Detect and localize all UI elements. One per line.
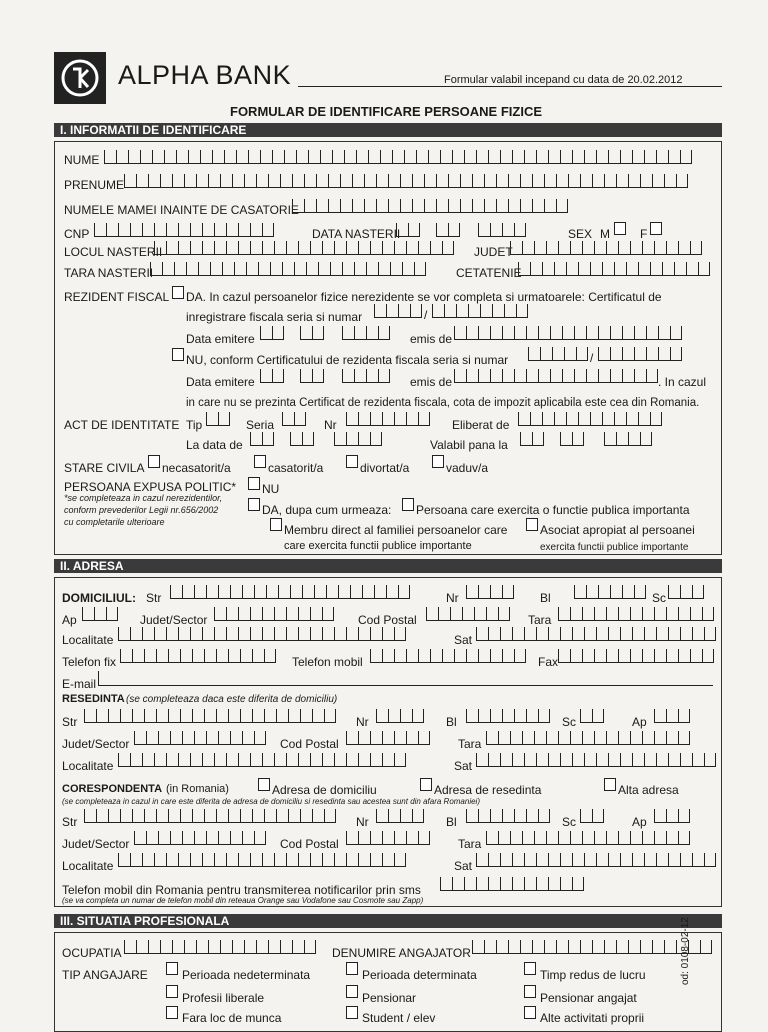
dom-tara-label: Tara [528, 613, 552, 627]
cor-cod-field[interactable] [346, 831, 430, 845]
adr-res-label: Adresa de resedinta [434, 783, 542, 797]
sex-f-label: F [640, 227, 648, 241]
res-sc-label: Sc [562, 715, 577, 729]
res-str-label: Str [62, 715, 78, 729]
emis-de-label: emis de [410, 332, 453, 346]
la-data-label: La data de [186, 438, 243, 452]
dom-nr-field[interactable] [466, 585, 514, 599]
emitere-2-day[interactable] [260, 369, 284, 383]
pep-note-2: conform prevederilor Legii nr.656/2002 [64, 505, 219, 515]
fax-field[interactable] [558, 649, 714, 663]
dom-localitate-field[interactable] [118, 627, 406, 641]
data-emitere-label: Data emitere [186, 332, 255, 346]
valabil-month[interactable] [560, 432, 584, 446]
opt-nedeterminata-checkbox[interactable] [166, 962, 178, 975]
act-tip-label: Tip [186, 418, 203, 432]
cor-sc-field[interactable] [580, 809, 604, 823]
cor-sc-label: Sc [562, 815, 577, 829]
sms-note: (se va completa un numar de telefon mobil din reteaua Orange sau Vodafone sau Cosmote sau Zapp) [62, 896, 424, 905]
rezident-da-text: DA. In cazul persoanelor fizice nerezidente se vor completa si urmatoarele: Certificatul de [186, 290, 662, 304]
sms-field[interactable] [440, 877, 584, 891]
cor-judet-field[interactable] [134, 831, 266, 845]
data-nasterii-year[interactable] [478, 223, 526, 237]
cor-str-label: Str [62, 815, 78, 829]
res-judet-label: Judet/Sector [62, 737, 130, 751]
adr-res-checkbox[interactable] [420, 778, 432, 791]
divortat-checkbox[interactable] [346, 455, 358, 468]
slash: / [424, 308, 428, 322]
tel-mobil-label: Telefon mobil [292, 655, 363, 669]
email-label: E-mail [62, 677, 97, 691]
opt-profesii-label: Profesii liberale [182, 991, 265, 1005]
act-seria-label: Seria [246, 418, 275, 432]
dom-sat-label: Sat [454, 633, 473, 647]
coresp-label-2: (in Romania) [166, 783, 229, 795]
certificat-seria[interactable] [528, 347, 588, 361]
res-tara-label: Tara [458, 737, 482, 751]
opt-student-label: Student / elev [362, 1011, 436, 1025]
sex-m-label: M [600, 227, 610, 241]
inregistrare-label: inregistrare fiscala seria si numar [186, 310, 363, 324]
data-emitere-2-label: Data emitere [186, 375, 255, 389]
la-data-year[interactable] [334, 432, 382, 446]
stare-civila-label: STARE CIVILA [64, 461, 145, 475]
side-form-code: od: 0108-02-12 [680, 917, 691, 985]
res-localitate-label: Localitate [62, 759, 114, 773]
judet-label: JUDET [474, 245, 513, 259]
eliberat-field[interactable] [518, 412, 662, 426]
rezident-nu-checkbox[interactable] [172, 348, 184, 361]
cor-ap-label: Ap [632, 815, 647, 829]
valabil-year[interactable] [604, 432, 652, 446]
res-nr-label: Nr [356, 715, 369, 729]
dom-judet-field[interactable] [214, 607, 334, 621]
rezident-nu-text: NU, conform Certificatului de rezidenta fiscala seria si numar [186, 353, 509, 367]
cnp-field[interactable] [94, 223, 274, 237]
act-seria-field[interactable] [282, 412, 306, 426]
domiciliul-label: DOMICILIUL: [62, 591, 136, 605]
prenume-label: PRENUME [64, 178, 125, 192]
pep-label: PERSOANA EXPUSA POLITIC* [64, 480, 237, 494]
res-localitate-field[interactable] [118, 753, 406, 767]
cor-nr-field[interactable] [376, 809, 424, 823]
data-nasterii-day[interactable] [396, 223, 420, 237]
tel-fix-field[interactable] [120, 649, 276, 663]
dom-bl-label: Bl [540, 591, 551, 605]
cor-bl-label: Bl [446, 815, 457, 829]
alta-adresa-checkbox[interactable] [604, 778, 616, 791]
dom-nr-label: Nr [446, 591, 459, 605]
cor-cod-label: Cod Postal [280, 837, 339, 851]
cor-localitate-field[interactable] [118, 853, 406, 867]
asociat-checkbox[interactable] [526, 518, 538, 531]
res-nr-field[interactable] [376, 709, 424, 723]
mama-field[interactable] [292, 199, 568, 213]
bank-name: ALPHA BANK [118, 60, 292, 90]
locul-field[interactable] [154, 241, 454, 255]
section-1-header: I. INFORMATII DE IDENTIFICARE [54, 123, 722, 137]
opt-determinata-label: Perioada determinata [362, 968, 477, 982]
opt-student-checkbox[interactable] [346, 1006, 358, 1019]
act-tip-field[interactable] [206, 412, 230, 426]
act-nr-label: Nr [324, 418, 337, 432]
res-ap-label: Ap [632, 715, 647, 729]
dom-ap-field[interactable] [82, 607, 118, 621]
membru-label: Membru direct al familiei persoanelor care [284, 523, 508, 537]
cor-ap-field[interactable] [654, 809, 690, 823]
cor-bl-field[interactable] [466, 809, 550, 823]
membru-checkbox[interactable] [270, 518, 282, 531]
opt-determinata-checkbox[interactable] [346, 962, 358, 975]
sms-label: Telefon mobil din Romania pentru transmiterea notificarilor prin sms [62, 883, 421, 897]
necasatorit-checkbox[interactable] [148, 455, 160, 468]
dom-sc-field[interactable] [668, 585, 704, 599]
in-cazul-text: . In cazul [658, 375, 707, 389]
rezident-label: REZIDENT FISCAL [64, 290, 170, 304]
cor-tara-field[interactable] [486, 831, 690, 845]
dom-tara-field[interactable] [558, 607, 714, 621]
cota-text: in care nu se prezinta Certificat de rezidenta fiscala, cota de impozit aplicabila este cea din Romania. [186, 397, 700, 409]
emis-de-2-field[interactable] [454, 369, 658, 383]
emitere-2-year[interactable] [342, 369, 390, 383]
opt-fara-loc-label: Fara loc de munca [182, 1011, 282, 1025]
cor-sat-field[interactable] [476, 853, 716, 867]
ocupatia-field[interactable] [124, 940, 316, 954]
cnp-label: CNP [64, 227, 90, 241]
opt-fara-loc-checkbox[interactable] [166, 1006, 178, 1019]
dom-bl-field[interactable] [574, 585, 646, 599]
res-bl-label: Bl [446, 715, 457, 729]
emitere-1-day[interactable] [260, 326, 284, 340]
tara-label: TARA NASTERII [64, 266, 154, 280]
dom-localitate-label: Localitate [62, 633, 114, 647]
inregistrare-numar[interactable] [432, 304, 528, 318]
opt-timp-redus-checkbox[interactable] [524, 962, 536, 975]
opt-nedeterminata-label: Perioada nedeterminata [182, 968, 311, 982]
necasatorit-label: necasatorit/a [162, 461, 231, 475]
divortat-label: divortat/a [360, 461, 410, 475]
persoana-label: Persoana care exercita o functie publica importanta [416, 503, 690, 517]
nume-label: NUME [64, 153, 100, 167]
act-label: ACT DE IDENTITATE [64, 418, 180, 432]
pep-note-1: *se completeaza in cazul nerezidentilor, [64, 493, 223, 503]
res-tara-field[interactable] [486, 731, 690, 745]
dom-judet-label: Judet/Sector [140, 613, 208, 627]
la-data-day[interactable] [250, 432, 274, 446]
emitere-1-month[interactable] [300, 326, 324, 340]
vaduv-checkbox[interactable] [432, 455, 444, 468]
cetatenie-field[interactable] [518, 262, 710, 276]
emitere-1-year[interactable] [342, 326, 390, 340]
res-cod-label: Cod Postal [280, 737, 339, 751]
pep-da-label: DA, dupa cum urmeaza: [262, 503, 392, 517]
pep-nu-label: NU [262, 482, 280, 496]
cor-sat-label: Sat [454, 859, 473, 873]
dom-ap-label: Ap [62, 613, 77, 627]
res-cod-field[interactable] [346, 731, 430, 745]
emis-de-2-label: emis de [410, 375, 453, 389]
slash: / [590, 351, 594, 365]
certificat-numar[interactable] [598, 347, 682, 361]
adr-dom-checkbox[interactable] [258, 778, 270, 791]
nume-field[interactable] [104, 150, 692, 164]
pep-nu-checkbox[interactable] [248, 477, 260, 490]
opt-pensionar-checkbox[interactable] [346, 985, 358, 998]
res-judet-field[interactable] [134, 731, 266, 745]
res-sat-label: Sat [454, 759, 473, 773]
opt-profesii-checkbox[interactable] [166, 985, 178, 998]
dom-str-field[interactable] [170, 585, 410, 599]
opt-alte-checkbox[interactable] [524, 1006, 536, 1019]
mama-label: NUMELE MAMEI INAINTE DE CASATORIE [64, 203, 299, 217]
cetatenie-label: CETATENIE [456, 266, 522, 280]
act-nr-field[interactable] [346, 412, 430, 426]
opt-pensionar-angajat-checkbox[interactable] [524, 985, 536, 998]
resedinta-label: RESEDINTA [62, 693, 125, 705]
rezident-da-checkbox[interactable] [172, 286, 184, 299]
res-sc-field[interactable] [580, 709, 604, 723]
ocupatia-label: OCUPATIA [62, 946, 122, 960]
prenume-field[interactable] [124, 174, 688, 188]
angajator-field[interactable] [472, 940, 712, 954]
casatorit-checkbox[interactable] [254, 455, 266, 468]
opt-pensionar-angajat-label: Pensionar angajat [540, 991, 637, 1005]
sex-label: SEX [568, 227, 593, 241]
valid-note: Formular valabil incepand cu data de 20.02.2012 [444, 74, 683, 86]
opt-timp-redus-label: Timp redus de lucru [540, 968, 646, 982]
dom-sat-field[interactable] [476, 627, 716, 641]
section-2-header: II. ADRESA [54, 559, 722, 573]
cor-tara-label: Tara [458, 837, 482, 851]
cor-localitate-label: Localitate [62, 859, 114, 873]
asociat-label-2: exercita functii publice importante [540, 542, 689, 553]
data-nasterii-month[interactable] [436, 223, 460, 237]
res-bl-field[interactable] [466, 709, 550, 723]
resedinta-note: (se completeaza daca este diferita de domiciliu) [126, 694, 338, 705]
coresp-note: (se completeaza in cazul in care este diferita de adresa de domiciliu si resedinta sau acestea sunt din afara Romaniei) [62, 797, 480, 806]
membru-label-2: care exercita functii publice importante [284, 540, 472, 552]
dom-cod-label: Cod Postal [358, 613, 417, 627]
tip-angajare-label: TIP ANGAJARE [62, 968, 148, 982]
alta-adresa-label: Alta adresa [618, 783, 679, 797]
adr-dom-label: Adresa de domiciliu [272, 783, 377, 797]
data-nasterii-label: DATA NASTERII [312, 227, 401, 241]
bank-logo [54, 52, 106, 104]
valabil-day[interactable] [520, 432, 544, 446]
coresp-label: CORESPONDENTA [62, 783, 163, 795]
form-title: FORMULAR DE IDENTIFICARE PERSOANE FIZICE [230, 104, 543, 119]
res-ap-field[interactable] [654, 709, 690, 723]
tara-field[interactable] [150, 262, 426, 276]
pep-da-checkbox[interactable] [248, 498, 260, 511]
sex-m-checkbox[interactable] [614, 222, 626, 235]
dom-cod-field[interactable] [426, 607, 510, 621]
res-str-field[interactable] [84, 709, 336, 723]
dom-sc-label: Sc [652, 591, 667, 605]
tel-mobil-field[interactable] [370, 649, 526, 663]
cor-nr-label: Nr [356, 815, 369, 829]
asociat-label: Asociat apropiat al persoanei [540, 523, 695, 537]
cor-judet-label: Judet/Sector [62, 837, 130, 851]
judet-field[interactable] [510, 241, 702, 255]
valabil-label: Valabil pana la [430, 438, 508, 452]
opt-alte-label: Alte activitati proprii [540, 1011, 645, 1025]
eliberat-label: Eliberat de [452, 418, 510, 432]
persoana-checkbox[interactable] [402, 498, 414, 511]
inregistrare-seria[interactable] [374, 304, 422, 318]
vaduv-label: vaduv/a [446, 461, 489, 475]
dom-str-label: Str [146, 591, 162, 605]
tel-fix-label: Telefon fix [62, 655, 117, 669]
cor-str-field[interactable] [84, 809, 336, 823]
casatorit-label: casatorit/a [268, 461, 324, 475]
header-rule [298, 86, 722, 87]
locul-label: LOCUL NASTERII [64, 245, 163, 259]
la-data-month[interactable] [290, 432, 314, 446]
opt-pensionar-label: Pensionar [362, 991, 417, 1005]
angajator-label: DENUMIRE ANGAJATOR [332, 946, 471, 960]
pep-note-3: cu completarile ulterioare [64, 517, 165, 527]
emis-de-1-field[interactable] [454, 326, 682, 340]
sex-f-checkbox[interactable] [650, 222, 662, 235]
section-3-header: III. SITUATIA PROFESIONALA [54, 914, 722, 928]
email-field[interactable] [98, 671, 713, 686]
fax-label: Fax [538, 655, 559, 669]
res-sat-field[interactable] [476, 753, 716, 767]
emitere-2-month[interactable] [300, 369, 324, 383]
